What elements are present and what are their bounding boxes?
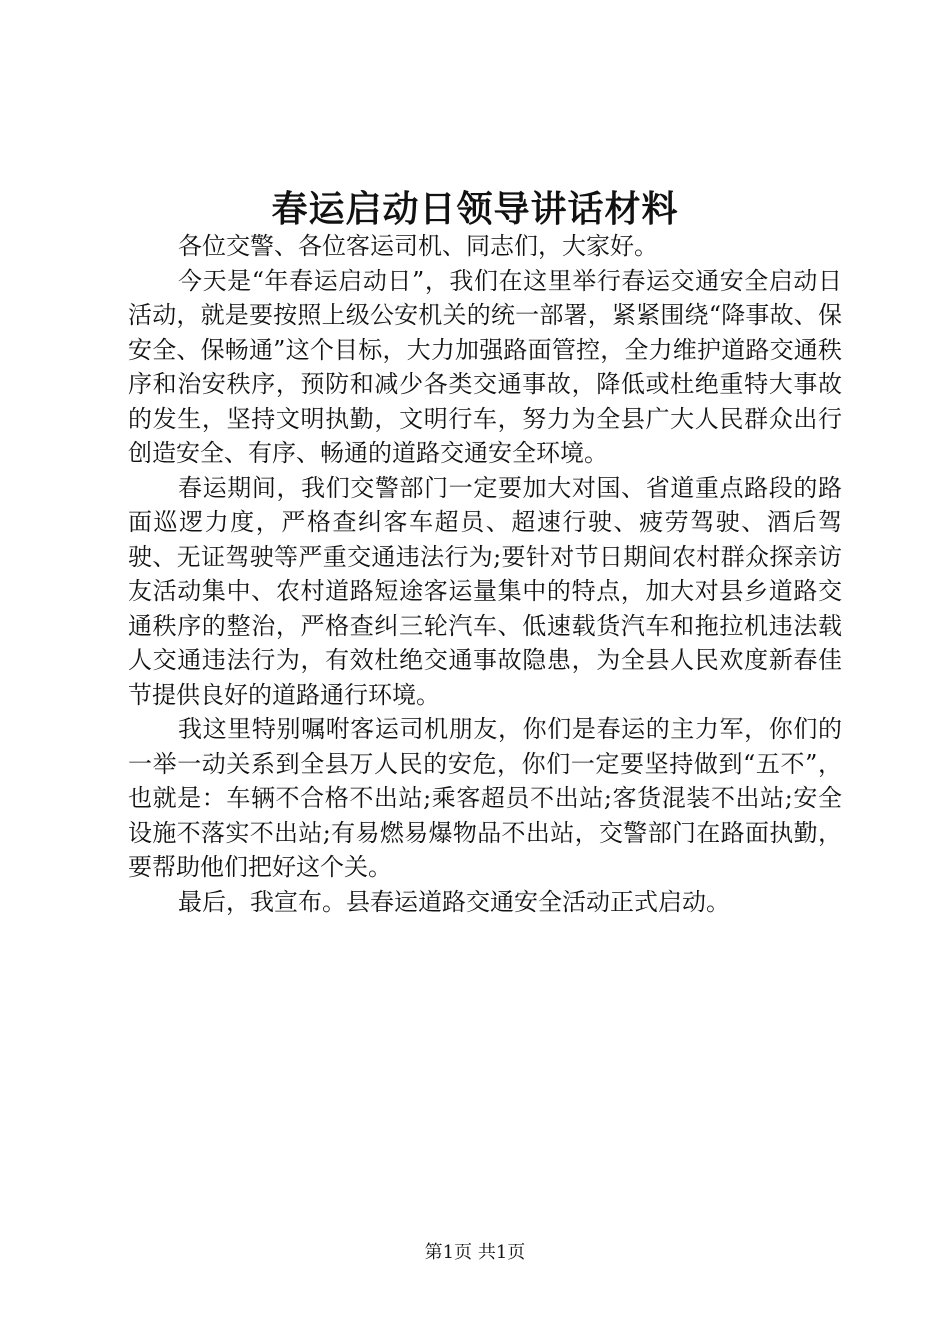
paragraph-driver-instructions: 我这里特别嘱咐客运司机朋友，你们是春运的主力军，你们的一举一动关系到全县万人民的安危，你们一定要坚持做到“五不”，也就是：车辆不合格不出站;乘客超员不出站;客货混装不出站;安全设施不落实不出站;有易燃易爆物品不出站，交警部门在路面执勤，要帮助他们把好这个关。 — [128, 715, 842, 881]
paragraph-greeting: 各位交警、各位客运司机、同志们，大家好。 — [178, 232, 658, 260]
document-body — [128, 229, 842, 919]
paragraph-opening: 今天是“年春运启动日”，我们在这里举行春运交通安全启动日活动，就是要按照上级公安机关的统一部署，紧紧围绕“降事故、保安全、保畅通”这个目标，大力加强路面管控，全力维护道路交通秩序和治安秩序，预防和减少各类交通事故，降低或杜绝重特大事故的发生，坚持文明执勤，文明行车，努力为全县广大人民群众出行创造安全、有序、畅通的道路交通安全环境。 — [128, 266, 842, 467]
paragraph-closing: 最后，我宣布。县春运道路交通安全活动正式启动。 — [178, 887, 730, 916]
document-title: 春运启动日领导讲话材料 — [271, 188, 679, 230]
paragraph-police-duties: 春运期间，我们交警部门一定要加大对国、省道重点路段的路面巡逻力度，严格查纠客车超员、超速行驶、疲劳驾驶、酒后驾驶、无证驾驶等严重交通违法行为;要针对节日期间农村群众探亲访友活动集中、农村道路短途客运量集中的特点，加大对县乡道路交通秩序的整治，严格查纠三轮汽车、低速载货汽车和拖拉机违法载人交通违法行为，有效杜绝交通事故隐患，为全县人民欢度新春佳节提供良好的道路通行环境。 — [128, 473, 842, 709]
page-number-footer: 第1页 共1页 — [424, 1242, 526, 1263]
